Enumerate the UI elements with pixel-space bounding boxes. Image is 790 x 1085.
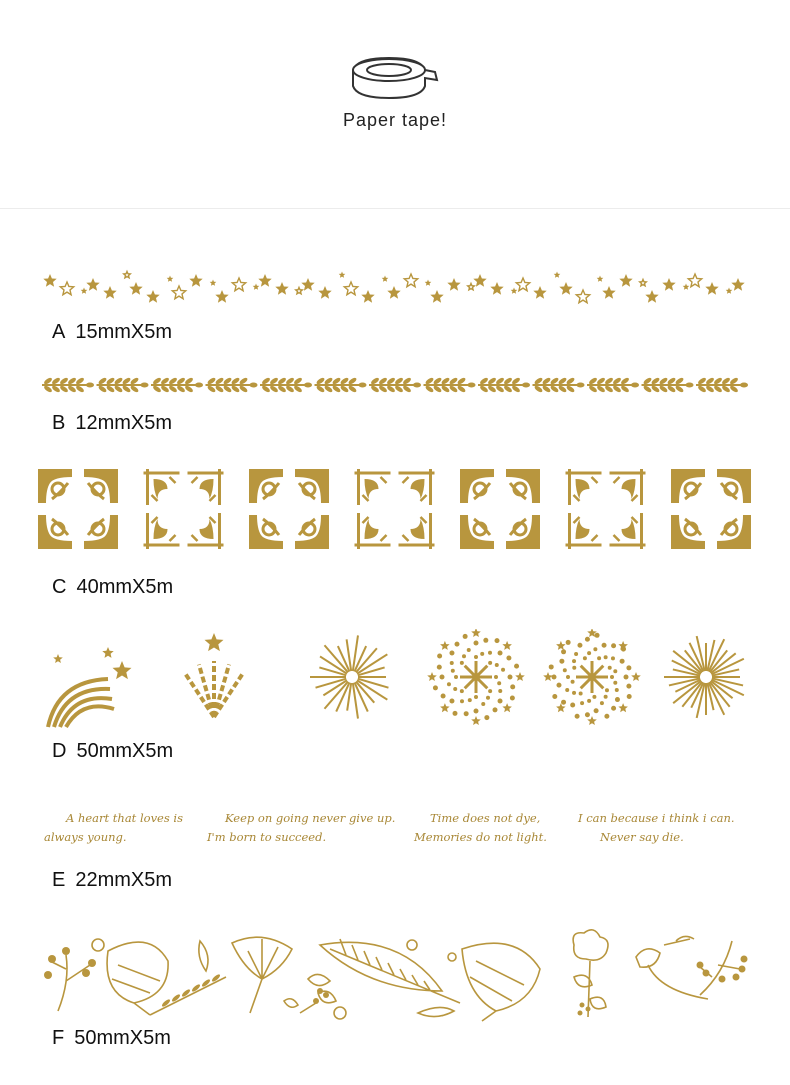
star-icon <box>86 278 99 291</box>
header-section <box>0 0 790 208</box>
feather-icon <box>320 939 460 1019</box>
star-icon <box>81 288 88 294</box>
tape-size: 12mmX5m <box>75 412 173 434</box>
star-icon <box>210 280 217 286</box>
leaf-branch-icon <box>587 377 639 394</box>
quote-line: always young. <box>44 830 127 844</box>
star-icon <box>705 282 718 295</box>
star-icon <box>124 272 131 278</box>
star-icon <box>559 282 572 295</box>
star-icon <box>731 278 744 291</box>
quote-line: I'm born to succeed. <box>207 830 327 844</box>
star-icon <box>688 274 701 287</box>
tape-size: 50mmX5m <box>74 1027 171 1049</box>
star-icon <box>576 290 589 303</box>
firework-icon <box>186 633 243 717</box>
tape-b-label <box>52 412 172 435</box>
star-icon <box>511 288 518 294</box>
tape-code: B <box>52 412 66 434</box>
star-icon <box>344 282 357 295</box>
leaf-branch-icon <box>642 377 694 394</box>
star-icon <box>602 286 615 299</box>
star-icon <box>645 290 658 303</box>
tape-b-pattern <box>0 373 790 397</box>
star-icon <box>296 288 303 294</box>
quote-line: A heart that loves is <box>66 811 184 825</box>
star-icon <box>361 290 374 303</box>
tape-d-pattern <box>0 629 790 729</box>
star-icon <box>60 282 73 295</box>
star-icon <box>726 288 733 294</box>
holly-icon <box>308 974 336 1004</box>
star-icon <box>554 272 561 278</box>
star-icon <box>490 282 503 295</box>
star-icon <box>468 284 475 290</box>
star-icon <box>129 282 142 295</box>
star-icon <box>447 278 460 291</box>
leaf-branch-icon <box>533 377 585 394</box>
tape-d-label <box>52 740 173 763</box>
star-icon <box>318 286 331 299</box>
quote-line: Never say die. <box>600 830 684 844</box>
tape-code: A <box>52 321 66 343</box>
tape-size: 15mmX5m <box>75 321 173 343</box>
quote-line: Keep on going never give up. <box>225 811 396 825</box>
firework-icon <box>543 629 641 725</box>
tape-c-pattern <box>0 469 790 553</box>
leaf-branch-icon <box>696 377 748 394</box>
star-icon <box>619 274 632 287</box>
ornament-frame-icon <box>355 469 435 549</box>
quote-1 <box>44 809 183 847</box>
ornament-frame-icon <box>38 469 118 549</box>
leaf-branch-icon <box>424 377 476 394</box>
quote-line: Memories do not light. <box>414 830 547 844</box>
star-icon <box>683 284 690 290</box>
star-icon <box>275 282 288 295</box>
firework-icon <box>664 636 744 718</box>
tape-size: 50mmX5m <box>76 740 174 762</box>
star-icon <box>533 286 546 299</box>
star-icon <box>387 286 400 299</box>
tape-size: 40mmX5m <box>76 576 174 598</box>
star-icon <box>232 278 245 291</box>
tape-size: 22mmX5m <box>75 869 173 891</box>
leaf-branch-icon <box>42 377 94 394</box>
leaf-branch-icon <box>369 377 421 394</box>
ornament-frame-icon <box>249 469 329 549</box>
ornament-frame-icon <box>671 469 751 549</box>
star-icon <box>103 286 116 299</box>
star-icon <box>597 276 604 282</box>
firework-icon <box>427 629 525 725</box>
tape-a-label <box>52 321 172 344</box>
tape-e-label <box>52 869 172 892</box>
firework-icon <box>310 635 388 718</box>
star-icon <box>172 286 185 299</box>
leaf-branch-icon <box>315 377 367 394</box>
ornament-frame-icon <box>566 469 646 549</box>
berry-branch-icon <box>697 941 748 995</box>
quote-line: I can because i think i can. <box>578 811 735 825</box>
star-icon <box>404 274 417 287</box>
leaf-branch-icon <box>206 377 258 394</box>
rose-bud-icon <box>636 936 708 999</box>
star-icon <box>430 290 443 303</box>
tape-code: D <box>52 740 67 762</box>
tape-a-pattern <box>0 265 790 305</box>
tape-code: E <box>52 869 66 891</box>
leaf-branch-icon <box>97 377 149 394</box>
star-icon <box>516 278 529 291</box>
leaf-branch-icon <box>260 377 312 394</box>
leaf-branch-icon <box>151 377 203 394</box>
ornament-frame-icon <box>460 469 540 549</box>
quote-4 <box>578 809 735 847</box>
tape-roll-icon <box>349 56 441 100</box>
cotton-flower-icon <box>573 930 608 1017</box>
star-icon <box>146 290 159 303</box>
star-icon <box>258 274 271 287</box>
star-icon <box>43 274 56 287</box>
tape-code: F <box>52 1027 65 1049</box>
tape-f-pattern <box>0 921 790 1025</box>
tape-c-label <box>52 576 173 599</box>
star-icon <box>640 280 647 286</box>
star-icon <box>215 290 228 303</box>
star-icon <box>253 284 260 290</box>
ginkgo-leaf-icon <box>232 937 316 1013</box>
quote-2 <box>207 809 395 847</box>
tape-catalog <box>0 208 790 1085</box>
monstera-leaf-icon <box>462 943 540 1021</box>
star-icon <box>662 278 675 291</box>
tape-f-label <box>52 1027 171 1050</box>
star-icon <box>339 272 346 278</box>
quote-line: Time does not dye, <box>430 811 541 825</box>
leaf-branch-icon <box>478 377 530 394</box>
ornament-frame-icon <box>144 469 224 549</box>
star-icon <box>473 274 486 287</box>
firework-icon <box>48 647 132 727</box>
star-icon <box>425 280 432 286</box>
tape-code: C <box>52 576 67 598</box>
quote-3 <box>414 809 547 847</box>
monstera-leaf-icon <box>92 939 168 1015</box>
star-icon <box>167 276 174 282</box>
star-icon <box>382 276 389 282</box>
page-title: Paper tape! <box>342 110 448 130</box>
star-icon <box>301 278 314 291</box>
berry-branch-icon <box>44 947 96 1011</box>
star-icon <box>189 274 202 287</box>
